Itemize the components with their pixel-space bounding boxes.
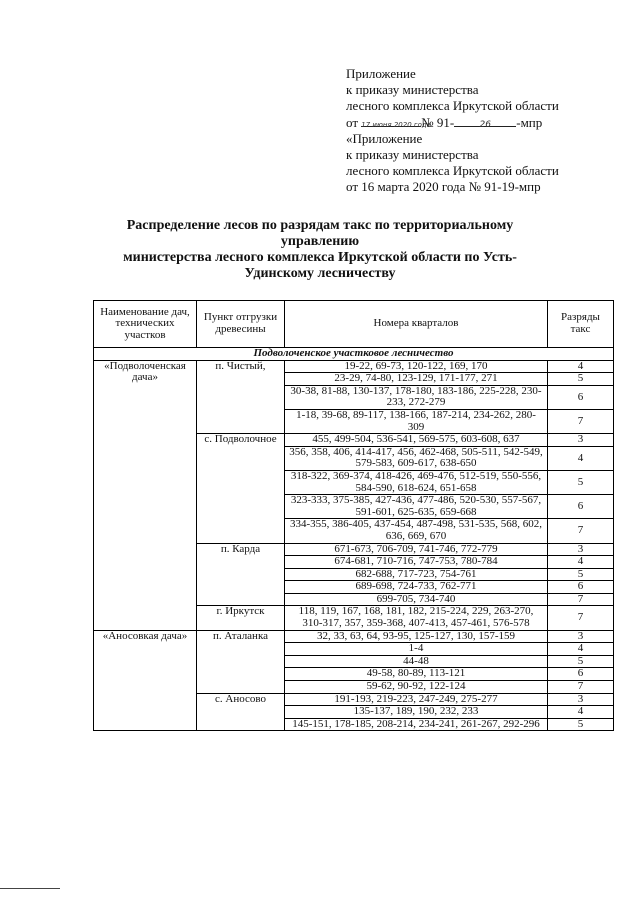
rank-cell: 5	[548, 373, 614, 386]
rank-cell: 3	[548, 630, 614, 643]
order-date-prefix: от	[346, 114, 359, 130]
quarters-cell: 191-193, 219-223, 247-249, 275-277	[285, 693, 548, 706]
handwritten-number: 26	[454, 115, 516, 127]
appendix-line: Приложение	[346, 66, 416, 81]
shipping-point: г. Иркутск	[197, 606, 285, 630]
document-title	[120, 218, 520, 282]
appendix-line: «Приложение	[346, 130, 423, 146]
quarters-cell: 145-151, 178-185, 208-214, 234-241, 261-267, 292-296	[285, 718, 548, 731]
quarters-cell: 318-322, 369-374, 418-426, 469-476, 512-519, 550-556, 584-590, 618-624, 651-658	[285, 470, 548, 494]
quarters-cell: 49-58, 80-89, 113-121	[285, 668, 548, 681]
rank-cell: 3	[548, 434, 614, 447]
quarters-cell: 1-4	[285, 643, 548, 656]
quarters-cell: 356, 358, 406, 414-417, 456, 462-468, 505-511, 542-549, 579-583, 609-617, 638-650	[285, 446, 548, 470]
rank-cell: 7	[548, 593, 614, 606]
forestry-name: Подволоченское участковое лесничество	[94, 348, 614, 361]
rank-cell: 7	[548, 681, 614, 694]
rank-cell: 7	[548, 519, 614, 543]
dacha-name: «Подволоченская дача»	[94, 360, 197, 630]
tax-rank-table	[93, 300, 614, 731]
appendix-block	[346, 66, 626, 196]
header-quarters: Номера кварталов	[285, 301, 548, 348]
order-number-prefix: № 91-	[421, 114, 455, 130]
appendix-line: лесного комплекса Иркутской области	[346, 163, 559, 179]
shipping-point: с. Подволочное	[197, 434, 285, 543]
quarters-cell: 699-705, 734-740	[285, 593, 548, 606]
appendix-line: к приказу министерства	[346, 82, 479, 98]
title-line-1: Распределение лесов по разрядам такс по территориальному управлению	[126, 218, 514, 249]
table-row	[94, 630, 614, 643]
quarters-cell: 671-673, 706-709, 741-746, 772-779	[285, 543, 548, 556]
order-number-suffix: -мпр	[516, 114, 543, 130]
title-line-2: министерства лесного комплекса Иркутской области по Усть-Удинскому лесничеству	[123, 250, 517, 281]
quarters-cell: 30-38, 81-88, 130-137, 178-180, 183-186, 225-228, 230-233, 272-279	[285, 385, 548, 409]
rank-cell: 6	[548, 495, 614, 519]
appendix-line: лесного комплекса Иркутской области	[346, 98, 559, 114]
shipping-point: п. Карда	[197, 543, 285, 606]
quarters-cell: 44-48	[285, 655, 548, 668]
quarters-cell: 1-18, 39-68, 89-117, 138-166, 187-214, 234-262, 280-309	[285, 409, 548, 433]
shipping-point: п. Чистый,	[197, 360, 285, 434]
rank-cell: 5	[548, 655, 614, 668]
rank-cell: 5	[548, 470, 614, 494]
quarters-cell: 32, 33, 63, 64, 93-95, 125-127, 130, 157-159	[285, 630, 548, 643]
rank-cell: 7	[548, 606, 614, 630]
shipping-point: с. Аносово	[197, 693, 285, 731]
rank-cell: 4	[548, 360, 614, 373]
quarters-cell: 455, 499-504, 536-541, 569-575, 603-608, 637	[285, 434, 548, 447]
page-edge-line	[0, 888, 60, 889]
appendix-line: от 16 марта 2020 года № 91-19-мпр	[346, 179, 541, 195]
quarters-cell: 23-29, 74-80, 123-129, 171-177, 271	[285, 373, 548, 386]
quarters-cell: 118, 119, 167, 168, 181, 182, 215-224, 229, 263-270, 310-317, 357, 359-368, 407-413, 457-461, 576-578	[285, 606, 548, 630]
header-name: Наименование дач, технических участков	[94, 301, 197, 348]
appendix-line: к приказу министерства	[346, 147, 479, 163]
quarters-cell: 682-688, 717-723, 754-761	[285, 568, 548, 581]
rank-cell: 4	[548, 556, 614, 569]
quarters-cell: 135-137, 189, 190, 232, 233	[285, 706, 548, 719]
quarters-cell: 689-698, 724-733, 762-771	[285, 581, 548, 594]
header-rank: Разряды такс	[548, 301, 614, 348]
rank-cell: 7	[548, 409, 614, 433]
appendix-order-line	[346, 115, 626, 131]
rank-cell: 4	[548, 706, 614, 719]
quarters-cell: 19-22, 69-73, 120-122, 169, 170	[285, 360, 548, 373]
table-header-row	[94, 301, 614, 348]
rank-cell: 4	[548, 446, 614, 470]
rank-cell: 3	[548, 693, 614, 706]
handwritten-date: 17 июня 2020 года	[361, 115, 421, 127]
rank-cell: 3	[548, 543, 614, 556]
dacha-name: «Аносовкая дача»	[94, 630, 197, 731]
quarters-cell: 334-355, 386-405, 437-454, 487-498, 531-535, 568, 602, 636, 669, 670	[285, 519, 548, 543]
rank-cell: 4	[548, 643, 614, 656]
rank-cell: 5	[548, 718, 614, 731]
rank-cell: 5	[548, 568, 614, 581]
shipping-point: п. Аталанка	[197, 630, 285, 693]
table-row	[94, 360, 614, 373]
quarters-cell: 59-62, 90-92, 122-124	[285, 681, 548, 694]
quarters-cell: 674-681, 710-716, 747-753, 780-784	[285, 556, 548, 569]
quarters-cell: 323-333, 375-385, 427-436, 477-486, 520-530, 557-567, 591-601, 625-635, 659-668	[285, 495, 548, 519]
rank-cell: 6	[548, 581, 614, 594]
rank-cell: 6	[548, 668, 614, 681]
forestry-row	[94, 348, 614, 361]
header-point: Пункт отгрузки древесины	[197, 301, 285, 348]
rank-cell: 6	[548, 385, 614, 409]
